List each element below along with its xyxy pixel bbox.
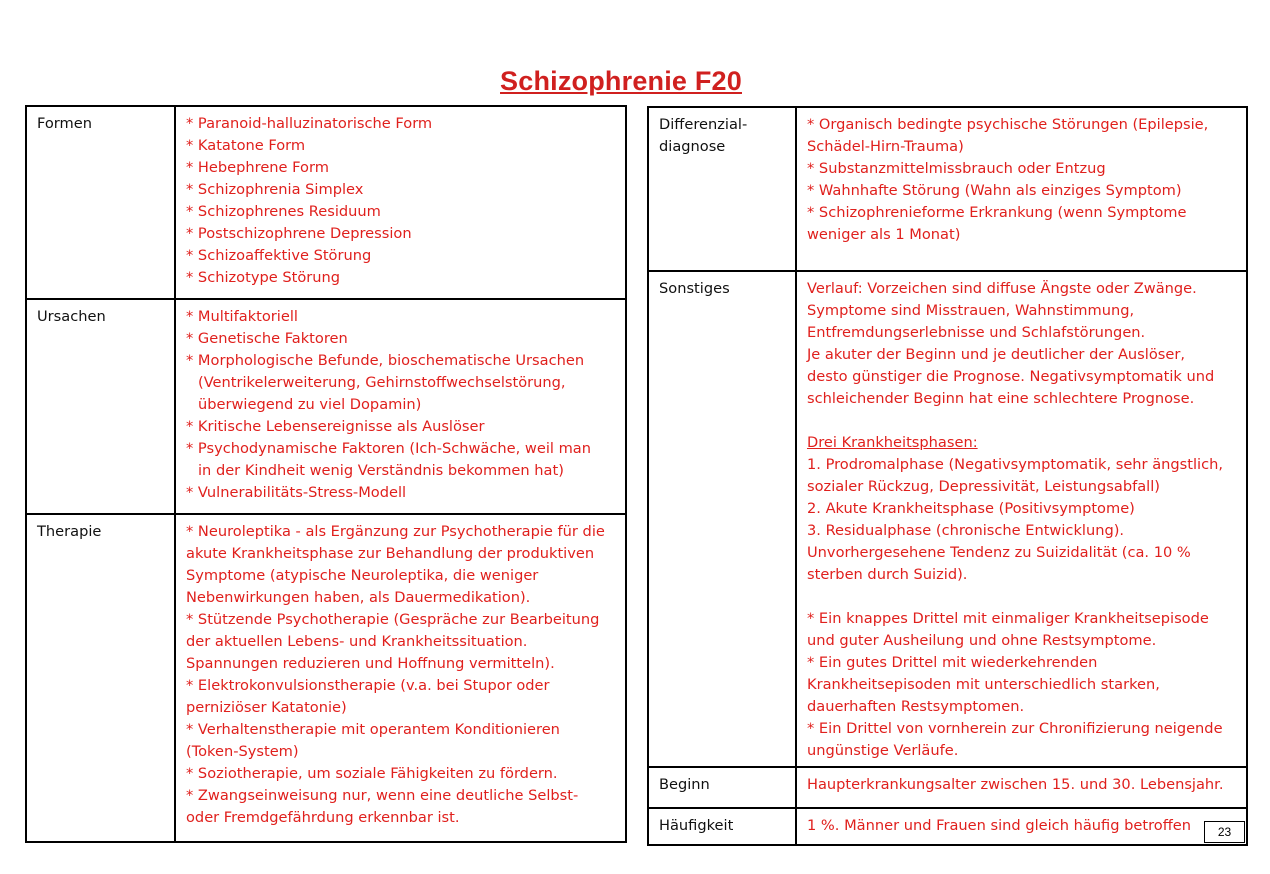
list-item: Nebenwirkungen haben, als Dauermedikation). <box>186 589 531 606</box>
page-title: Schizophrenie F20 <box>500 66 742 96</box>
label-formen: Formen <box>26 106 175 299</box>
list-item: der aktuellen Lebens- und Krankheitssituation. <box>186 633 528 650</box>
list-item: * Schizophrenia Simplex <box>186 181 364 198</box>
list-item: * Hebephrene Form <box>186 159 329 176</box>
list-item: * Schizophrenes Residuum <box>186 203 381 220</box>
list-item: Schädel-Hirn-Trauma) <box>807 138 964 155</box>
list-item: * Verhaltenstherapie mit operantem Konditionieren <box>186 721 560 738</box>
list-item: akute Krankheitsphase zur Behandlung der produktiven <box>186 545 595 562</box>
list-item: * Organisch bedingte psychische Störungen (Epilepsie, <box>807 116 1209 133</box>
text-line: Je akuter der Beginn und je deutlicher der Auslöser, <box>807 346 1185 363</box>
spacer <box>807 586 1236 608</box>
label-sonstiges: Sonstiges <box>648 271 796 767</box>
row-ursachen <box>26 299 626 514</box>
text-line: desto günstiger die Prognose. Negativsymptomatik und <box>807 368 1215 385</box>
content-formen <box>175 106 626 299</box>
row-formen <box>26 106 626 299</box>
list-item: * Schizoaffektive Störung <box>186 247 372 264</box>
list-item: * Neuroleptika - als Ergänzung zur Psychotherapie für die <box>186 523 605 540</box>
left-table <box>25 105 627 843</box>
list-item: * Schizotype Störung <box>186 269 341 286</box>
text-line: sterben durch Suizid). <box>807 566 968 583</box>
text-line: und guter Ausheilung und ohne Restsymptome. <box>807 632 1157 649</box>
label-line: Differenzial- <box>659 116 748 133</box>
list-item: * Vulnerabilitäts-Stress-Modell <box>186 484 407 501</box>
label-haeufigkeit: Häufigkeit <box>648 808 796 845</box>
list-item: * Elektrokonvulsionstherapie (v.a. bei Stupor oder <box>186 677 550 694</box>
phases-heading: Drei Krankheitsphasen: <box>807 434 978 451</box>
list-item: (Ventrikelerweiterung, Gehirnstoffwechselstörung, <box>198 374 566 391</box>
label-ursachen: Ursachen <box>26 299 175 514</box>
row-therapie <box>26 514 626 842</box>
label-line: diagnose <box>659 138 726 155</box>
right-table <box>647 106 1248 846</box>
list-item: Symptome (atypische Neuroleptika, die weniger <box>186 567 539 584</box>
list-item: * Substanzmittelmissbrauch oder Entzug <box>807 160 1106 177</box>
text-line: 3. Residualphase (chronische Entwicklung). <box>807 522 1125 539</box>
text-line: Entfremdungserlebnisse und Schlafstörungen. <box>807 324 1146 341</box>
list-item: weniger als 1 Monat) <box>807 226 961 243</box>
list-item: * Postschizophrene Depression <box>186 225 412 242</box>
list-item: * Morphologische Befunde, bioschematische Ursachen <box>186 352 585 369</box>
text-line: 1. Prodromalphase (Negativsymptomatik, sehr ängstlich, <box>807 456 1223 473</box>
text-line: * Ein knappes Drittel mit einmaliger Krankheitsepisode <box>807 610 1209 627</box>
content-differenzialdiagnose <box>796 107 1247 271</box>
list-item: * Psychodynamische Faktoren (Ich-Schwäche, weil man <box>186 440 591 457</box>
list-item: überwiegend zu viel Dopamin) <box>198 396 422 413</box>
text-line: Unvorhergesehene Tendenz zu Suizidalität (ca. 10 % <box>807 544 1191 561</box>
list-item: * Wahnhafte Störung (Wahn als einziges Symptom) <box>807 182 1182 199</box>
list-item: * Zwangseinweisung nur, wenn eine deutliche Selbst- <box>186 787 579 804</box>
list-item: * Schizophrenieforme Erkrankung (wenn Symptome <box>807 204 1187 221</box>
list-item: * Katatone Form <box>186 137 306 154</box>
list-item: * Multifaktoriell <box>186 308 298 325</box>
text-line: * Ein Drittel von vornherein zur Chronifizierung neigende <box>807 720 1223 737</box>
list-item: in der Kindheit wenig Verständnis bekommen hat) <box>198 462 564 479</box>
list-item: oder Fremdgefährdung erkennbar ist. <box>186 809 460 826</box>
list-item: * Stützende Psychotherapie (Gespräche zur Bearbeitung <box>186 611 600 628</box>
row-beginn <box>648 767 1247 808</box>
page-number: 23 <box>1204 821 1245 843</box>
row-differenzialdiagnose <box>648 107 1247 271</box>
list-item: * Genetische Faktoren <box>186 330 348 347</box>
spacer <box>807 410 1236 432</box>
text-line: dauerhaften Restsymptomen. <box>807 698 1025 715</box>
list-item: perniziöser Katatonie) <box>186 699 347 716</box>
text-line: sozialer Rückzug, Depressivität, Leistungsabfall) <box>807 478 1160 495</box>
label-beginn: Beginn <box>648 767 796 808</box>
text-line: Haupterkrankungsalter zwischen 15. und 30. Lebensjahr. <box>807 776 1224 793</box>
text-line: Krankheitsepisoden mit unterschiedlich starken, <box>807 676 1160 693</box>
text-line: Symptome sind Misstrauen, Wahnstimmung, <box>807 302 1135 319</box>
content-beginn <box>796 767 1247 808</box>
text-line: 2. Akute Krankheitsphase (Positivsymptome) <box>807 500 1135 517</box>
content-ursachen <box>175 299 626 514</box>
content-haeufigkeit <box>796 808 1247 845</box>
list-item: (Token-System) <box>186 743 299 760</box>
list-item: Spannungen reduzieren und Hoffnung vermitteln). <box>186 655 555 672</box>
row-haeufigkeit <box>648 808 1247 845</box>
content-sonstiges <box>796 271 1247 767</box>
row-sonstiges <box>648 271 1247 767</box>
text-line: 1 %. Männer und Frauen sind gleich häufig betroffen <box>807 817 1191 834</box>
list-item: * Soziotherapie, um soziale Fähigkeiten zu fördern. <box>186 765 558 782</box>
list-item: * Kritische Lebensereignisse als Auslöser <box>186 418 485 435</box>
text-line: * Ein gutes Drittel mit wiederkehrenden <box>807 654 1098 671</box>
label-differenzialdiagnose <box>648 107 796 271</box>
text-line: ungünstige Verläufe. <box>807 742 959 759</box>
content-therapie <box>175 514 626 842</box>
text-line: Verlauf: Vorzeichen sind diffuse Ängste oder Zwänge. <box>807 280 1197 297</box>
list-item: * Paranoid-halluzinatorische Form <box>186 115 433 132</box>
text-line: schleichender Beginn hat eine schlechtere Prognose. <box>807 390 1195 407</box>
label-therapie: Therapie <box>26 514 175 842</box>
